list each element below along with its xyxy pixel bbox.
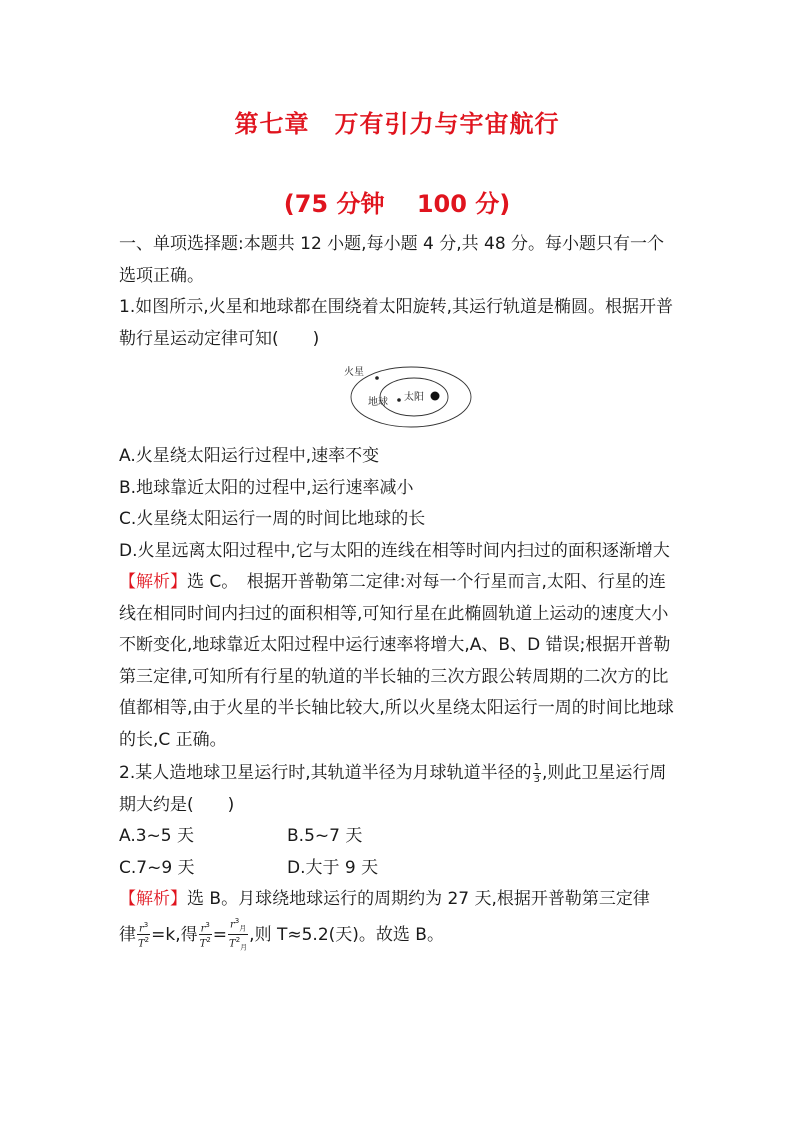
q2-formula-line: 律 $\frac{r^3}{T^2}$ =k,得 $\frac{r^3}{T^2}$ = $\frac{r^3_月}{T^2_月}$ ,则 T≈5.2(天)。故选 B。 bbox=[119, 916, 444, 952]
satellite-ratio-fraction: $\frac{r^3}{T^2}$ bbox=[199, 920, 211, 950]
q1-analysis-text: 选 C。 根据开普勒第二定律:对每一个行星而言,太阳、行星的连线在相同时间内扫过的面积相等,可知行星在此椭圆轨道上运动的速度大小不断变化,地球靠近太阳过程中运行速率将增大,A、B、D 错误;根据开普勒第三定律,可知所有行星的轨道的半长轴的三次方跟公转周期的二次方的比值都相等,由于火星的半长轴比较大,所以火星绕太阳运行一周的时间比地球的长,C 正确。 bbox=[119, 572, 674, 750]
q1-option-d: D.火星远离太阳过程中,它与太阳的连线在相等时间内扫过的面积逐渐增大 bbox=[119, 540, 670, 561]
sun-dot bbox=[431, 392, 440, 401]
sun-label: 太阳 bbox=[404, 392, 424, 403]
analysis-tag: 【解析】 bbox=[119, 889, 187, 909]
one-third-fraction: $\frac{1}{3}$ bbox=[533, 761, 540, 785]
earth-label: 地球 bbox=[368, 397, 388, 408]
kepler-third-law-fraction: $\frac{r^3}{T^2}$ bbox=[138, 920, 150, 950]
section-intro: 一、单项选择题:本题共 12 小题,每小题 4 分,共 48 分。每小题只有一个选项正确。 bbox=[119, 234, 665, 286]
mars-label: 火星 bbox=[344, 367, 364, 378]
content bbox=[119, 229, 679, 953]
orbit-diagram bbox=[334, 355, 474, 441]
exam-duration-score: (75 分钟 100 分) bbox=[283, 190, 511, 218]
chapter-title: 第七章 万有引力与宇宙航行 bbox=[234, 110, 560, 138]
q2-option-d: D.大于 9 天 bbox=[287, 857, 379, 878]
q1-analysis bbox=[119, 567, 679, 756]
analysis-tag: 【解析】 bbox=[119, 572, 187, 592]
q1-option-c: C.火星绕太阳运行一周的时间比地球的长 bbox=[119, 509, 426, 529]
q2-analysis bbox=[119, 884, 679, 916]
mars-dot bbox=[375, 376, 379, 380]
q2-analysis-text: 选 B。月球绕地球运行的周期约为 27 天,根据开普勒第三定律 bbox=[187, 889, 650, 909]
q2-option-a: A.3~5 天 bbox=[119, 826, 195, 846]
q1-option-a: A.火星绕太阳运行过程中,速率不变 bbox=[119, 446, 380, 466]
q2-option-c: C.7~9 天 bbox=[119, 857, 195, 878]
q2-options-row-2 bbox=[119, 853, 679, 885]
orbit-figure bbox=[119, 355, 679, 441]
moon-ratio-fraction: $\frac{r^3_月}{T^2_月}$ bbox=[229, 916, 248, 952]
q1-option-b: B.地球靠近太阳的过程中,运行速率减小 bbox=[119, 477, 414, 498]
earth-dot bbox=[397, 398, 401, 402]
q2-option-b: B.5~7 天 bbox=[287, 826, 363, 846]
q1-stem: 1.如图所示,火星和地球都在围绕着太阳旋转,其运行轨道是椭圆。根据开普勒行星运动定律可知( ) bbox=[119, 297, 674, 349]
q2-options-row-1 bbox=[119, 821, 679, 853]
q2-stem: 2.某人造地球卫星运行时,其轨道半径为月球轨道半径的 $\frac{1}{3}$ ,则此卫星运行周期大约是( ) bbox=[119, 761, 667, 815]
